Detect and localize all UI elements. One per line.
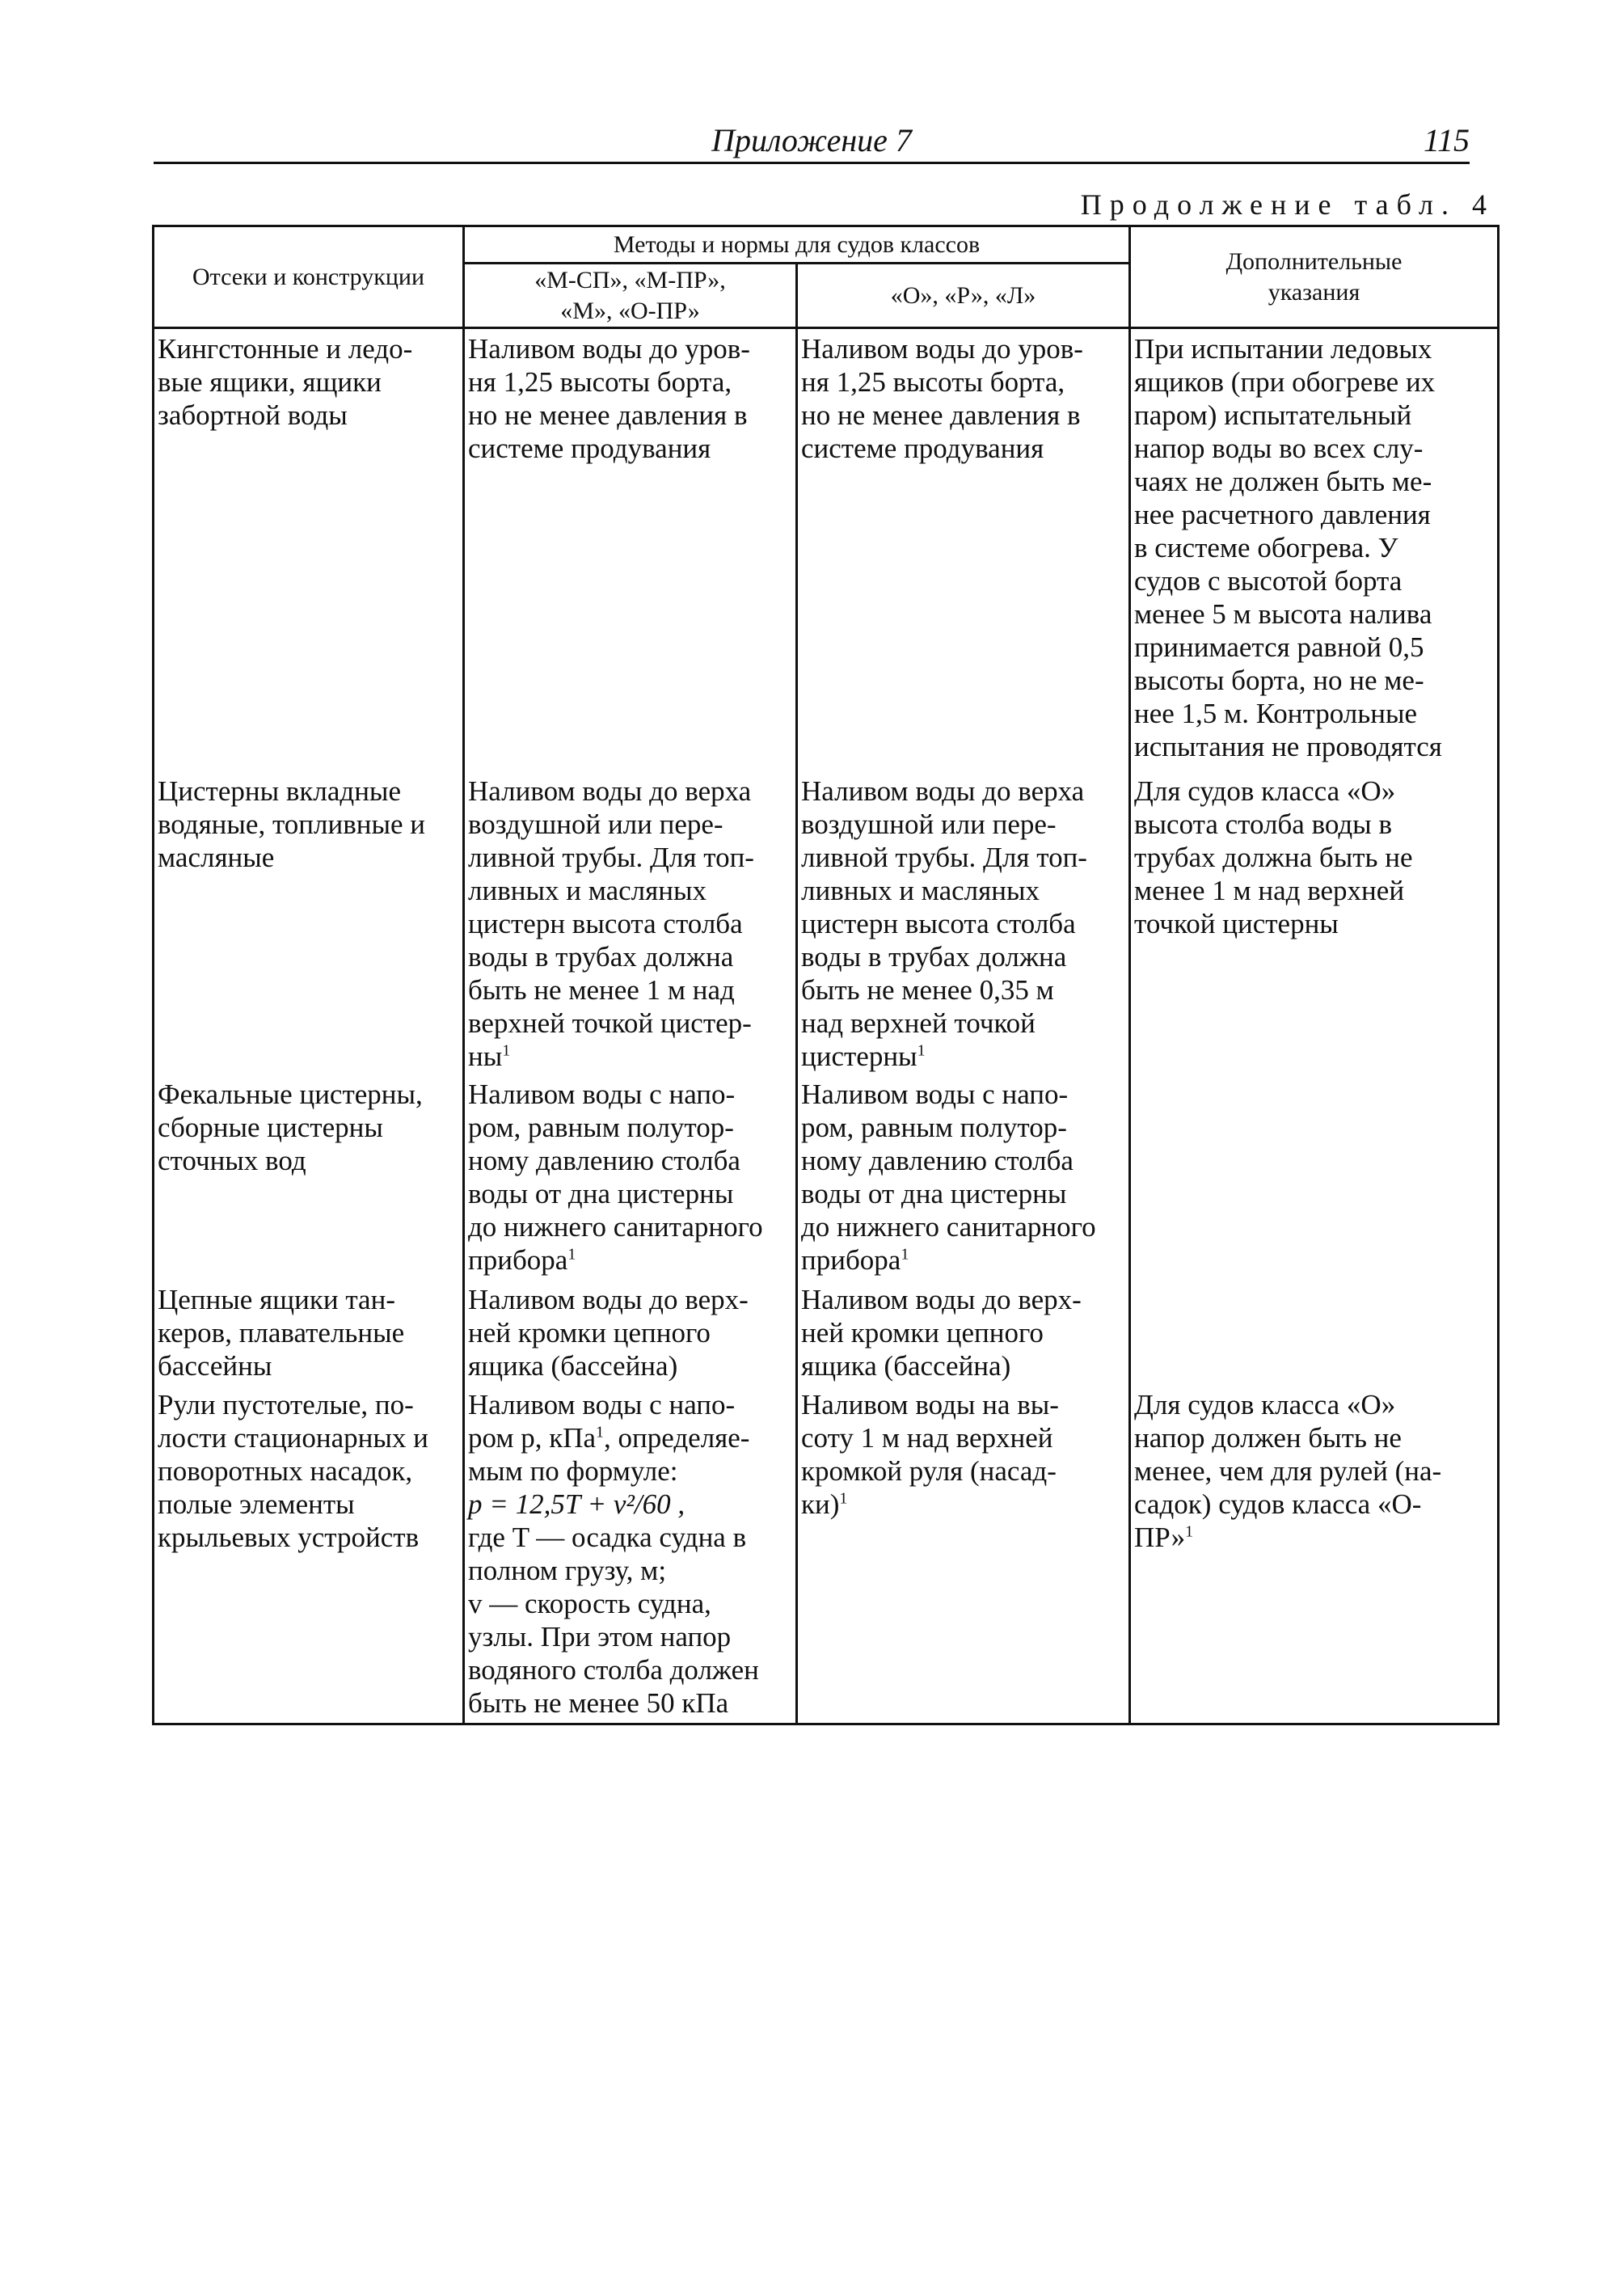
page-header xyxy=(154,120,1470,164)
footnote-ref: 1 xyxy=(839,1488,848,1507)
methods-m-text: Наливом воды с напо- ром, равным полутор- ному давлению столба воды от дна цистерны до нижнего санитарного прибора xyxy=(468,1078,763,1276)
footnote-ref: 1 xyxy=(502,1040,511,1059)
methods-m-text: Наливом воды до верха воздушной или пере- ливной трубы. Для топ- ливных и масляных цистерн высота столба воды в трубах должна быть не менее 1 м над верхней точкой цистер- ны xyxy=(468,775,754,1072)
methods-o-cell xyxy=(797,328,1130,771)
methods-o-cell xyxy=(797,1385,1130,1724)
notes-cell xyxy=(1130,1280,1499,1385)
header-methods: Методы и нормы для судов классов xyxy=(464,226,1130,264)
methods-o-text: Наливом воды до уров- ня 1,25 высоты борта, но не менее давления в системе продувания xyxy=(801,333,1083,464)
header-classes-m: «М-СП», «М-ПР», «М», «О-ПР» xyxy=(464,264,797,328)
notes-cell xyxy=(1130,1385,1499,1724)
notes-cell xyxy=(1130,1074,1499,1280)
table-row xyxy=(154,1074,1499,1280)
methods-o-cell xyxy=(797,771,1130,1074)
compartment-cell xyxy=(154,1385,464,1724)
methods-m-cell xyxy=(464,1385,797,1724)
table-continuation-label: Продолжение табл. 4 xyxy=(1080,188,1495,221)
methods-o-text: Наливом воды до верха воздушной или пере- ливной трубы. Для топ- ливных и масляных цистерн высота столба воды в трубах должна быть не менее 0,35 м над верхней точкой цистерны xyxy=(801,775,1087,1072)
footnote-ref: 1 xyxy=(567,1244,576,1263)
compartment-text: Цистерны вкладные водяные, топливные и масляные xyxy=(158,775,426,873)
compartment-cell xyxy=(154,771,464,1074)
testing-norms-table xyxy=(152,225,1500,1725)
footnote-ref: 1 xyxy=(901,1244,909,1263)
methods-m-text: Наливом воды до верх- ней кромки цепного ящика (бассейна) xyxy=(468,1283,749,1382)
compartment-text: Фекальные цистерны, сборные цистерны сточных вод xyxy=(158,1078,423,1176)
methods-o-text: Наливом воды на вы- соту 1 м над верхней кромкой руля (насад- ки) xyxy=(801,1388,1059,1520)
notes-text: Для судов класса «О» высота столба воды в трубах должна быть не менее 1 м над верхней точкой цистерны xyxy=(1134,775,1413,939)
methods-o-text: Наливом воды с напо- ром, равным полутор- ному давлению столба воды от дна цистерны до нижнего санитарного прибора xyxy=(801,1078,1096,1276)
compartment-text: Цепные ящики тан- керов, плавательные бассейны xyxy=(158,1283,405,1382)
header-title: Приложение 7 xyxy=(711,122,912,158)
compartment-text: Рули пустотелые, по- лости стационарных и поворотных насадок, полые элементы крыльевых устройств xyxy=(158,1388,428,1553)
page-number: 115 xyxy=(1423,122,1470,158)
table-row xyxy=(154,1385,1499,1724)
header-classes-o: «О», «Р», «Л» xyxy=(797,264,1130,328)
methods-m-cell xyxy=(464,328,797,771)
notes-text: При испытании ледовых ящиков (при обогреве их паром) испытательный напор воды во всех слу- чаях не должен быть ме- нее расчетного давления в системе обогрева. У судов с высотой борта менее 5 м высота налива принимается равной 0,5 высоты борта, но не ме- нее 1,5 м. Контрольные испытания не проводятся xyxy=(1134,333,1442,762)
compartment-text: Кингстонные и ледо- вые ящики, ящики забортной воды xyxy=(158,333,413,431)
methods-m-cell xyxy=(464,1280,797,1385)
header-notes: Дополнительные указания xyxy=(1130,226,1499,328)
methods-m-cell xyxy=(464,1074,797,1280)
compartment-cell xyxy=(154,1074,464,1280)
table-row xyxy=(154,328,1499,771)
notes-text: Для судов класса «О» напор должен быть не менее, чем для рулей (на- садок) судов класса «О- ПР» xyxy=(1134,1388,1442,1553)
compartment-cell xyxy=(154,328,464,771)
formula: p = 12,5T + v²/60 , xyxy=(468,1488,685,1520)
notes-cell xyxy=(1130,771,1499,1074)
methods-o-cell xyxy=(797,1074,1130,1280)
table-row xyxy=(154,771,1499,1074)
methods-m-cell xyxy=(464,771,797,1074)
footnote-ref: 1 xyxy=(917,1040,926,1059)
footnote-ref: 1 xyxy=(596,1422,605,1441)
compartment-cell xyxy=(154,1280,464,1385)
notes-cell xyxy=(1130,328,1499,771)
methods-m-text-end: где T — осадка судна в полном грузу, м; v — скорость судна, узлы. При этом напор водяного столба должен быть не менее 50 кПа xyxy=(468,1521,759,1719)
methods-m-text: Наливом воды до уров- ня 1,25 высоты борта, но не менее давления в системе продувания xyxy=(468,333,750,464)
methods-m-text-cont: , определяе- мым по формуле: xyxy=(468,1421,750,1487)
methods-m-text: Наливом воды с напо- ром p, кПа xyxy=(468,1388,736,1454)
footnote-ref: 1 xyxy=(1185,1522,1194,1540)
header-compartments: Отсеки и конструкции xyxy=(154,226,464,328)
table-row xyxy=(154,1280,1499,1385)
methods-o-cell xyxy=(797,1280,1130,1385)
methods-o-text: Наливом воды до верх- ней кромки цепного ящика (бассейна) xyxy=(801,1283,1082,1382)
